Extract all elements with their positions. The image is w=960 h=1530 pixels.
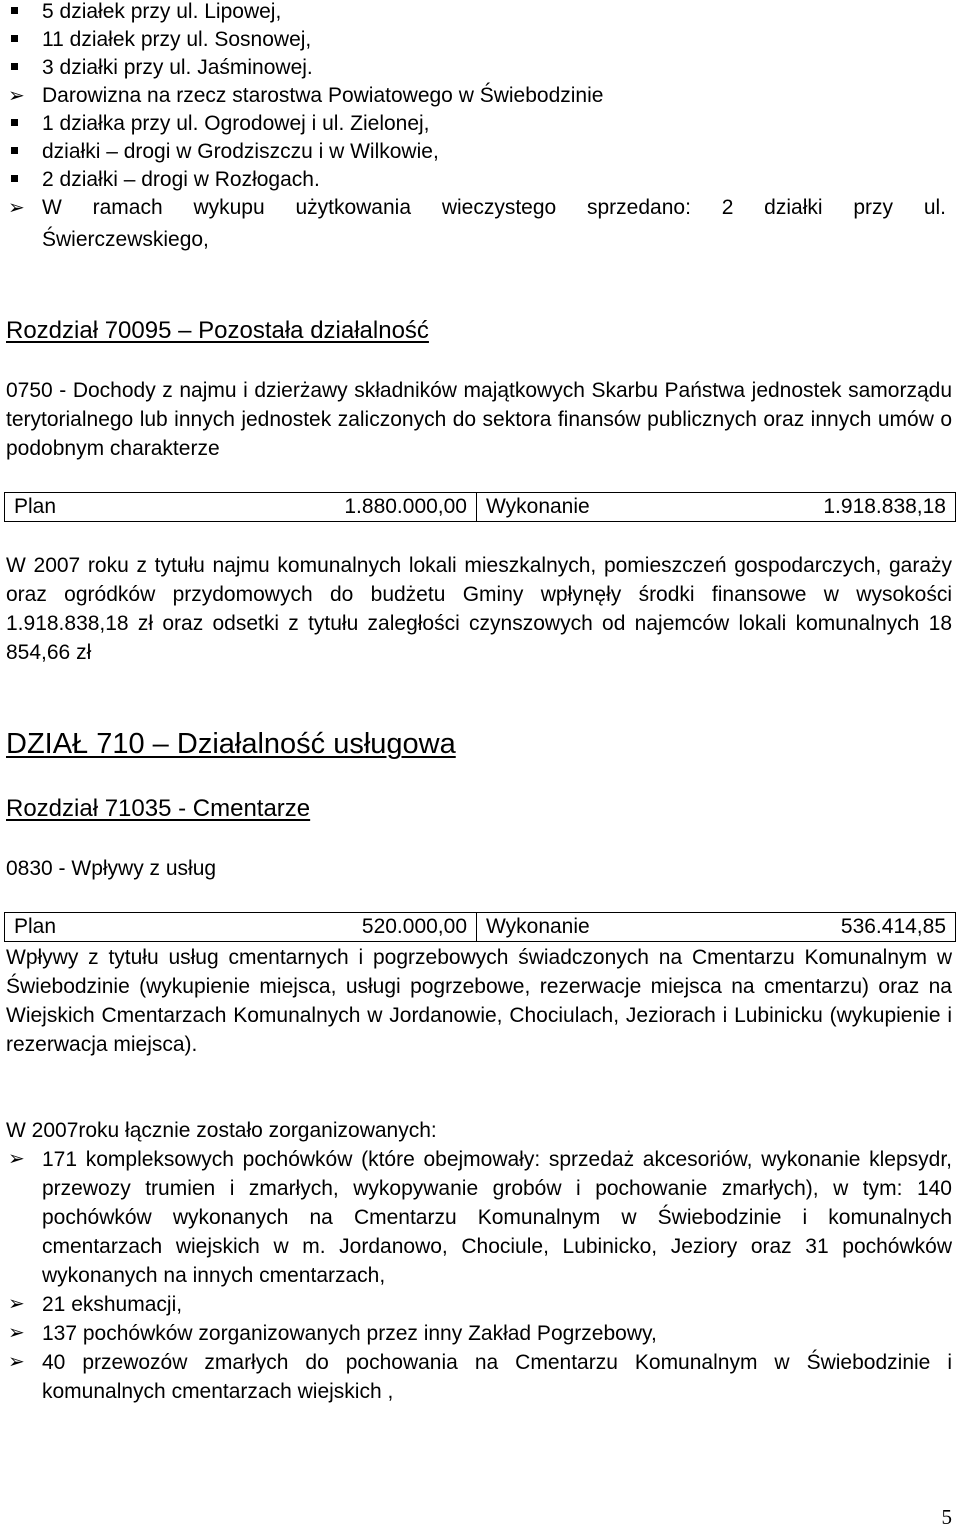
plan-value: 520.000,00 xyxy=(228,913,477,942)
list-item: 2 działki – drogi w Rozłogach. xyxy=(0,166,946,194)
list-item: 5 działek przy ul. Lipowej, xyxy=(0,0,946,26)
top-bullet-list xyxy=(0,0,946,222)
square-bullet-icon xyxy=(8,138,32,166)
square-bullet-icon xyxy=(8,110,32,138)
section-heading-71035: Rozdział 71035 - Cmentarze xyxy=(6,795,311,822)
square-bullet-icon xyxy=(8,166,32,194)
page-number: 5 xyxy=(941,1505,952,1529)
list-item: 1 działka przy ul. Ogrodowej i ul. Zielonej, xyxy=(0,110,946,138)
arrow-bullet-icon: ➢ xyxy=(8,1322,25,1344)
plan-value: 1.880.000,00 xyxy=(228,493,477,522)
wykonanie-value: 536.414,85 xyxy=(675,913,956,942)
square-bullet-icon xyxy=(8,26,32,54)
section-heading-70095: Rozdział 70095 – Pozostała działalność xyxy=(6,317,429,344)
dzial-heading-710: DZIAŁ 710 – Działalność usługowa xyxy=(6,728,456,760)
paragraph-code-0750: 0750 - Dochody z najmu i dzierżawy składników majątkowych Skarbu Państwa jednostek samorządu terytorialnego lub innych jednostek zaliczonych do sektora finansów publicznych oraz innych umów o podobnym charakterze xyxy=(6,379,952,460)
arrow-bullet-icon: ➢ xyxy=(8,197,25,219)
description-71035: Wpływy z tytułu usług cmentarnych i pogrzebowych świadczonych na Cmentarzu Komunalnym w Świebodzinie (wykupienie miejsca, usługi pogrzebowe, rezerwacje miejsca na cmentarzu) oraz na Wiejskich Cmentarzach Komunalnych w Jordanowie, Chociulach, Jeziorach i Lubinicku (wykupienie i rezerwacja miejsca). xyxy=(6,946,952,1056)
arrow-bullet-icon: ➢ xyxy=(8,85,25,107)
plan-table-70095 xyxy=(4,492,956,522)
description-70095: W 2007 roku z tytułu najmu komunalnych lokali mieszkalnych, pomieszczeń gospodarczych, garaży oraz ogródków przydomowych do budżetu Gminy wpłynęły środki finansowe w wysokości 1.918.838,18 zł oraz odsetki z tytułu zaległości czynszowych od najemców lokali komunalnych 18 854,66 zł xyxy=(6,554,952,664)
plan-label: Plan xyxy=(5,913,229,942)
paragraph-code-0830: 0830 - Wpływy z usług xyxy=(6,857,217,880)
arrow-bullet-icon: ➢ xyxy=(8,1148,25,1170)
list-continuation: Świerczewskiego, xyxy=(42,228,209,251)
plan-label: Plan xyxy=(5,493,229,522)
plan-table-71035 xyxy=(4,912,956,942)
list-item: 3 działki przy ul. Jaśminowej. xyxy=(0,54,946,82)
square-bullet-icon xyxy=(8,54,32,82)
list-item: ➢ W ramach wykupu użytkowania wieczystego sprzedano: 2 działki przy ul. xyxy=(0,194,946,222)
summary-list xyxy=(0,1145,952,1406)
summary-intro: W 2007roku łącznie zostało zorganizowanych: xyxy=(6,1119,437,1142)
list-item: ➢ 40 przewozów zmarłych do pochowania na Cmentarzu Komunalnym w Świebodzinie i komunalnych cmentarzach wiejskich , xyxy=(0,1348,952,1406)
list-item: ➢ 137 pochówków zorganizowanych przez inny Zakład Pogrzebowy, xyxy=(0,1319,952,1348)
arrow-bullet-icon: ➢ xyxy=(8,1351,25,1373)
list-item: działki – drogi w Grodziszczu i w Wilkowie, xyxy=(0,138,946,166)
list-item: 11 działek przy ul. Sosnowej, xyxy=(0,26,946,54)
wykonanie-value: 1.918.838,18 xyxy=(675,493,956,522)
list-item: ➢ 171 kompleksowych pochówków (które obejmowały: sprzedaż akcesoriów, wykonanie klepsydr, przewozy trumien i zmarłych, wykopywanie grobów i pochowanie zmarłych), w tym: 140 pochówków wykonanych na Cmentarzu Komunalnym w Świebodzinie i komunalnych cmentarzach wiejskich w m. Jordanowo, Chociule, Lubinicko, Jeziory oraz 31 pochówków wykonanych na innych cmentarzach, xyxy=(0,1145,952,1290)
square-bullet-icon xyxy=(8,0,32,26)
wykonanie-label: Wykonanie xyxy=(477,913,676,942)
list-item: ➢ 21 ekshumacji, xyxy=(0,1290,952,1319)
wykonanie-label: Wykonanie xyxy=(477,493,676,522)
list-item: ➢ Darowizna na rzecz starostwa Powiatowego w Świebodzinie xyxy=(0,82,946,110)
arrow-bullet-icon: ➢ xyxy=(8,1293,25,1315)
